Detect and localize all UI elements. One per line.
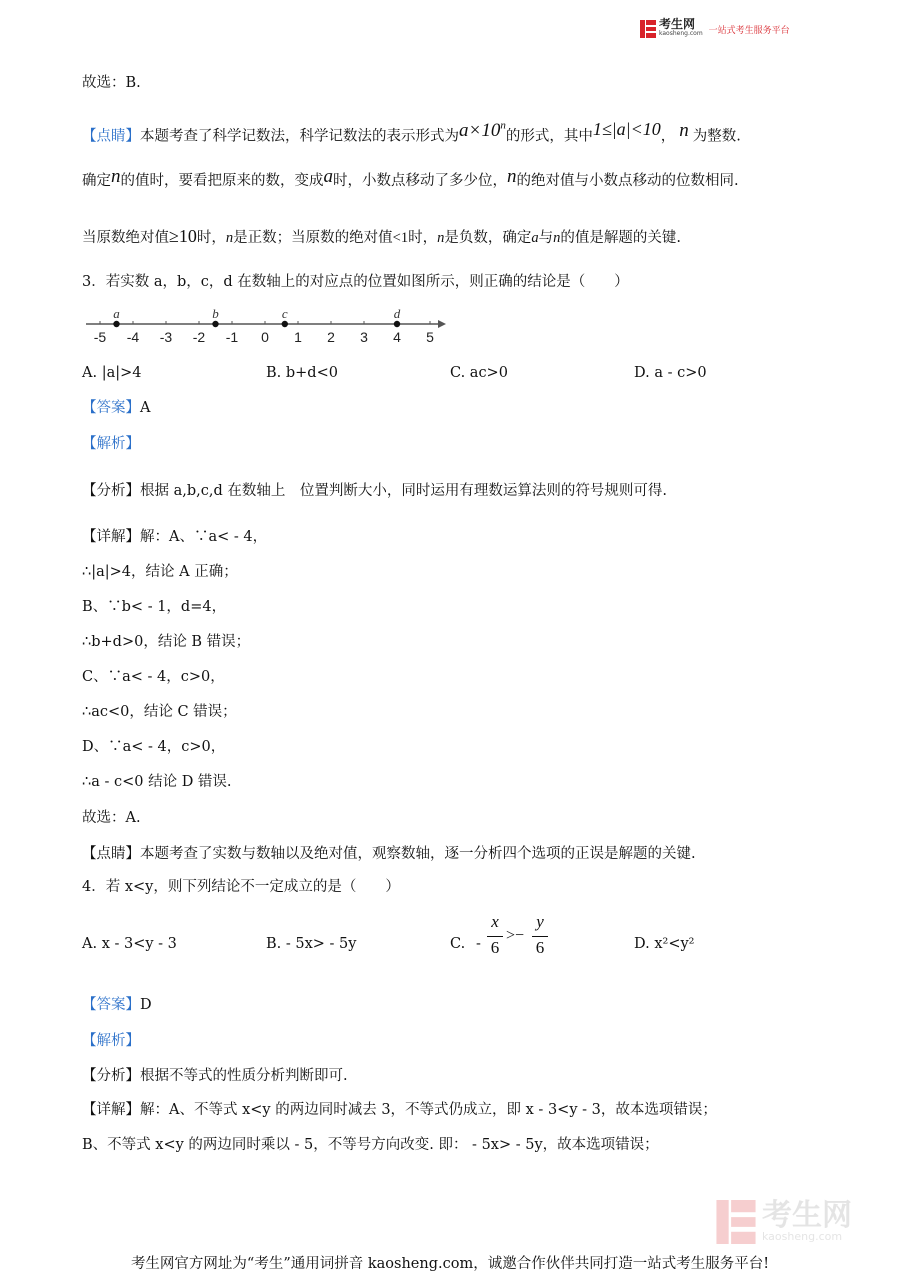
q3-answer: 【答案】A <box>82 400 151 416</box>
footer-text: 考生网官方网址为“考生”通用词拼音 kaosheng.com，诚邀合作伙伴共同打造一站式考生服务平台! <box>130 1256 770 1272</box>
q3-option-b: B. b+d<0 <box>266 365 338 381</box>
number-line-point-a <box>113 321 119 327</box>
number-line-point-label-d: d <box>393 308 401 321</box>
q3-step-1: 【详解】解：A、∵a< - 4， <box>82 529 268 545</box>
watermark-domain: kaosheng.com <box>762 1230 843 1243</box>
number-line-point-c <box>282 321 288 327</box>
q3-step-7: D、∵a< - 4，c>0， <box>82 739 226 755</box>
number-line-tick-label: 1 <box>294 329 302 345</box>
number-line-point-d <box>394 321 400 327</box>
number-line-tick-label: -2 <box>192 329 206 345</box>
watermark-logo-icon <box>716 1200 756 1244</box>
q3-step-6: ∴ac<0，结论 C 错误； <box>82 704 237 720</box>
q4-answer: 【答案】D <box>82 997 152 1013</box>
number-line-point-label-c: c <box>281 308 288 321</box>
q3-option-c: C. ac>0 <box>450 365 508 381</box>
number-line-tick-label: -1 <box>225 329 239 345</box>
header-logo <box>640 18 790 40</box>
number-line-arrow <box>438 320 446 328</box>
q4-option-d: D. x²<y² <box>634 936 695 952</box>
q4-jiexi: 【解析】 <box>82 1033 140 1049</box>
q3-option-a: A. |a|>4 <box>82 365 142 381</box>
dianjing-line-1: 【点睛】本题考查了科学记数法，科学记数法的表示形式为$a\times 10^n$的形式，其中1≤|a|<10， n 为整数. <box>82 119 741 145</box>
q3-stem: 3．若实数 a，b，c，d 在数轴上的对应点的位置如图所示，则正确的结论是（ ） <box>82 274 629 290</box>
dianjing-line-3: 当原数绝对值≥10时，n是正数；当原数的绝对值<1时，n是负数，确定a与n的值是解题的关键. <box>82 226 681 246</box>
q4-fenxi: 【分析】根据不等式的性质分析判断即可. <box>82 1068 348 1084</box>
q3-step-2: ∴|a|>4，结论 A 正确； <box>82 564 238 580</box>
q4-option-a: A. x - 3<y - 3 <box>82 936 177 952</box>
dianjing-tag: 【点睛】 <box>82 128 140 145</box>
number-line-tick-label: 0 <box>261 329 269 345</box>
number-line-point-label-a: a <box>113 308 120 321</box>
q3-fenxi: 【分析】根据 a,b,c,d 在数轴上 位置判断大小，同时运用有理数运算法则的符号规则可得. <box>82 483 667 499</box>
answer-line-prev: 故选：B. <box>82 75 141 91</box>
q3-step-4: ∴b+d>0，结论 B 错误； <box>82 634 251 650</box>
header-tagline: 一站式考生服务平台 <box>708 25 790 36</box>
dianjing-line-2: 确定n的值时，要看把原来的数，变成a时，小数点移动了多少位，n的绝对值与小数点移动的位数相同. <box>82 166 739 189</box>
q4-stem: 4．若 x<y，则下列结论不一定成立的是（ ） <box>82 879 400 895</box>
number-line-tick-label: 4 <box>393 329 401 345</box>
number-line-tick-label: -4 <box>126 329 140 345</box>
q4-detail-2: B、不等式 x<y 的两边同时乘以 - 5，不等号方向改变. 即： - 5x> - 5y，故本选项错误； <box>82 1137 659 1153</box>
q3-step-9: 故选：A. <box>82 810 141 826</box>
logo-text: 考生网 <box>659 17 696 31</box>
number-line-tick-label: 3 <box>360 329 368 345</box>
q3-step-3: B、∵b< - 1，d=4， <box>82 599 227 615</box>
q4-detail-1: 【详解】解：A、不等式 x<y 的两边同时减去 3，不等式仍成立，即 x - 3<y - 3，故本选项错误； <box>82 1102 717 1118</box>
watermark-text: 考生网 <box>762 1198 852 1233</box>
q3-option-d: D. a - c>0 <box>634 365 707 381</box>
q3-step-5: C、∵a< - 4，c>0， <box>82 669 225 685</box>
number-line-point-label-b: b <box>212 308 219 321</box>
number-line-tick-label: -3 <box>159 329 173 345</box>
q3-step-8: ∴a - c<0 结论 D 错误. <box>82 774 232 790</box>
number-line-tick-label: 2 <box>327 329 335 345</box>
q3-jiexi: 【解析】 <box>82 436 140 452</box>
number-line-tick-label: -5 <box>93 329 107 345</box>
kaosheng-logo-icon <box>640 20 656 38</box>
number-line <box>82 308 462 348</box>
watermark <box>716 1200 852 1244</box>
logo-domain: kaosheng.com <box>659 30 703 37</box>
number-line-point-b <box>212 321 218 327</box>
q3-dianjing: 【点睛】本题考查了实数与数轴以及绝对值，观察数轴，逐一分析四个选项的正误是解题的关键. <box>82 846 696 862</box>
number-line-tick-label: 5 <box>426 329 434 345</box>
q4-option-b: B. - 5x> - 5y <box>266 936 357 952</box>
